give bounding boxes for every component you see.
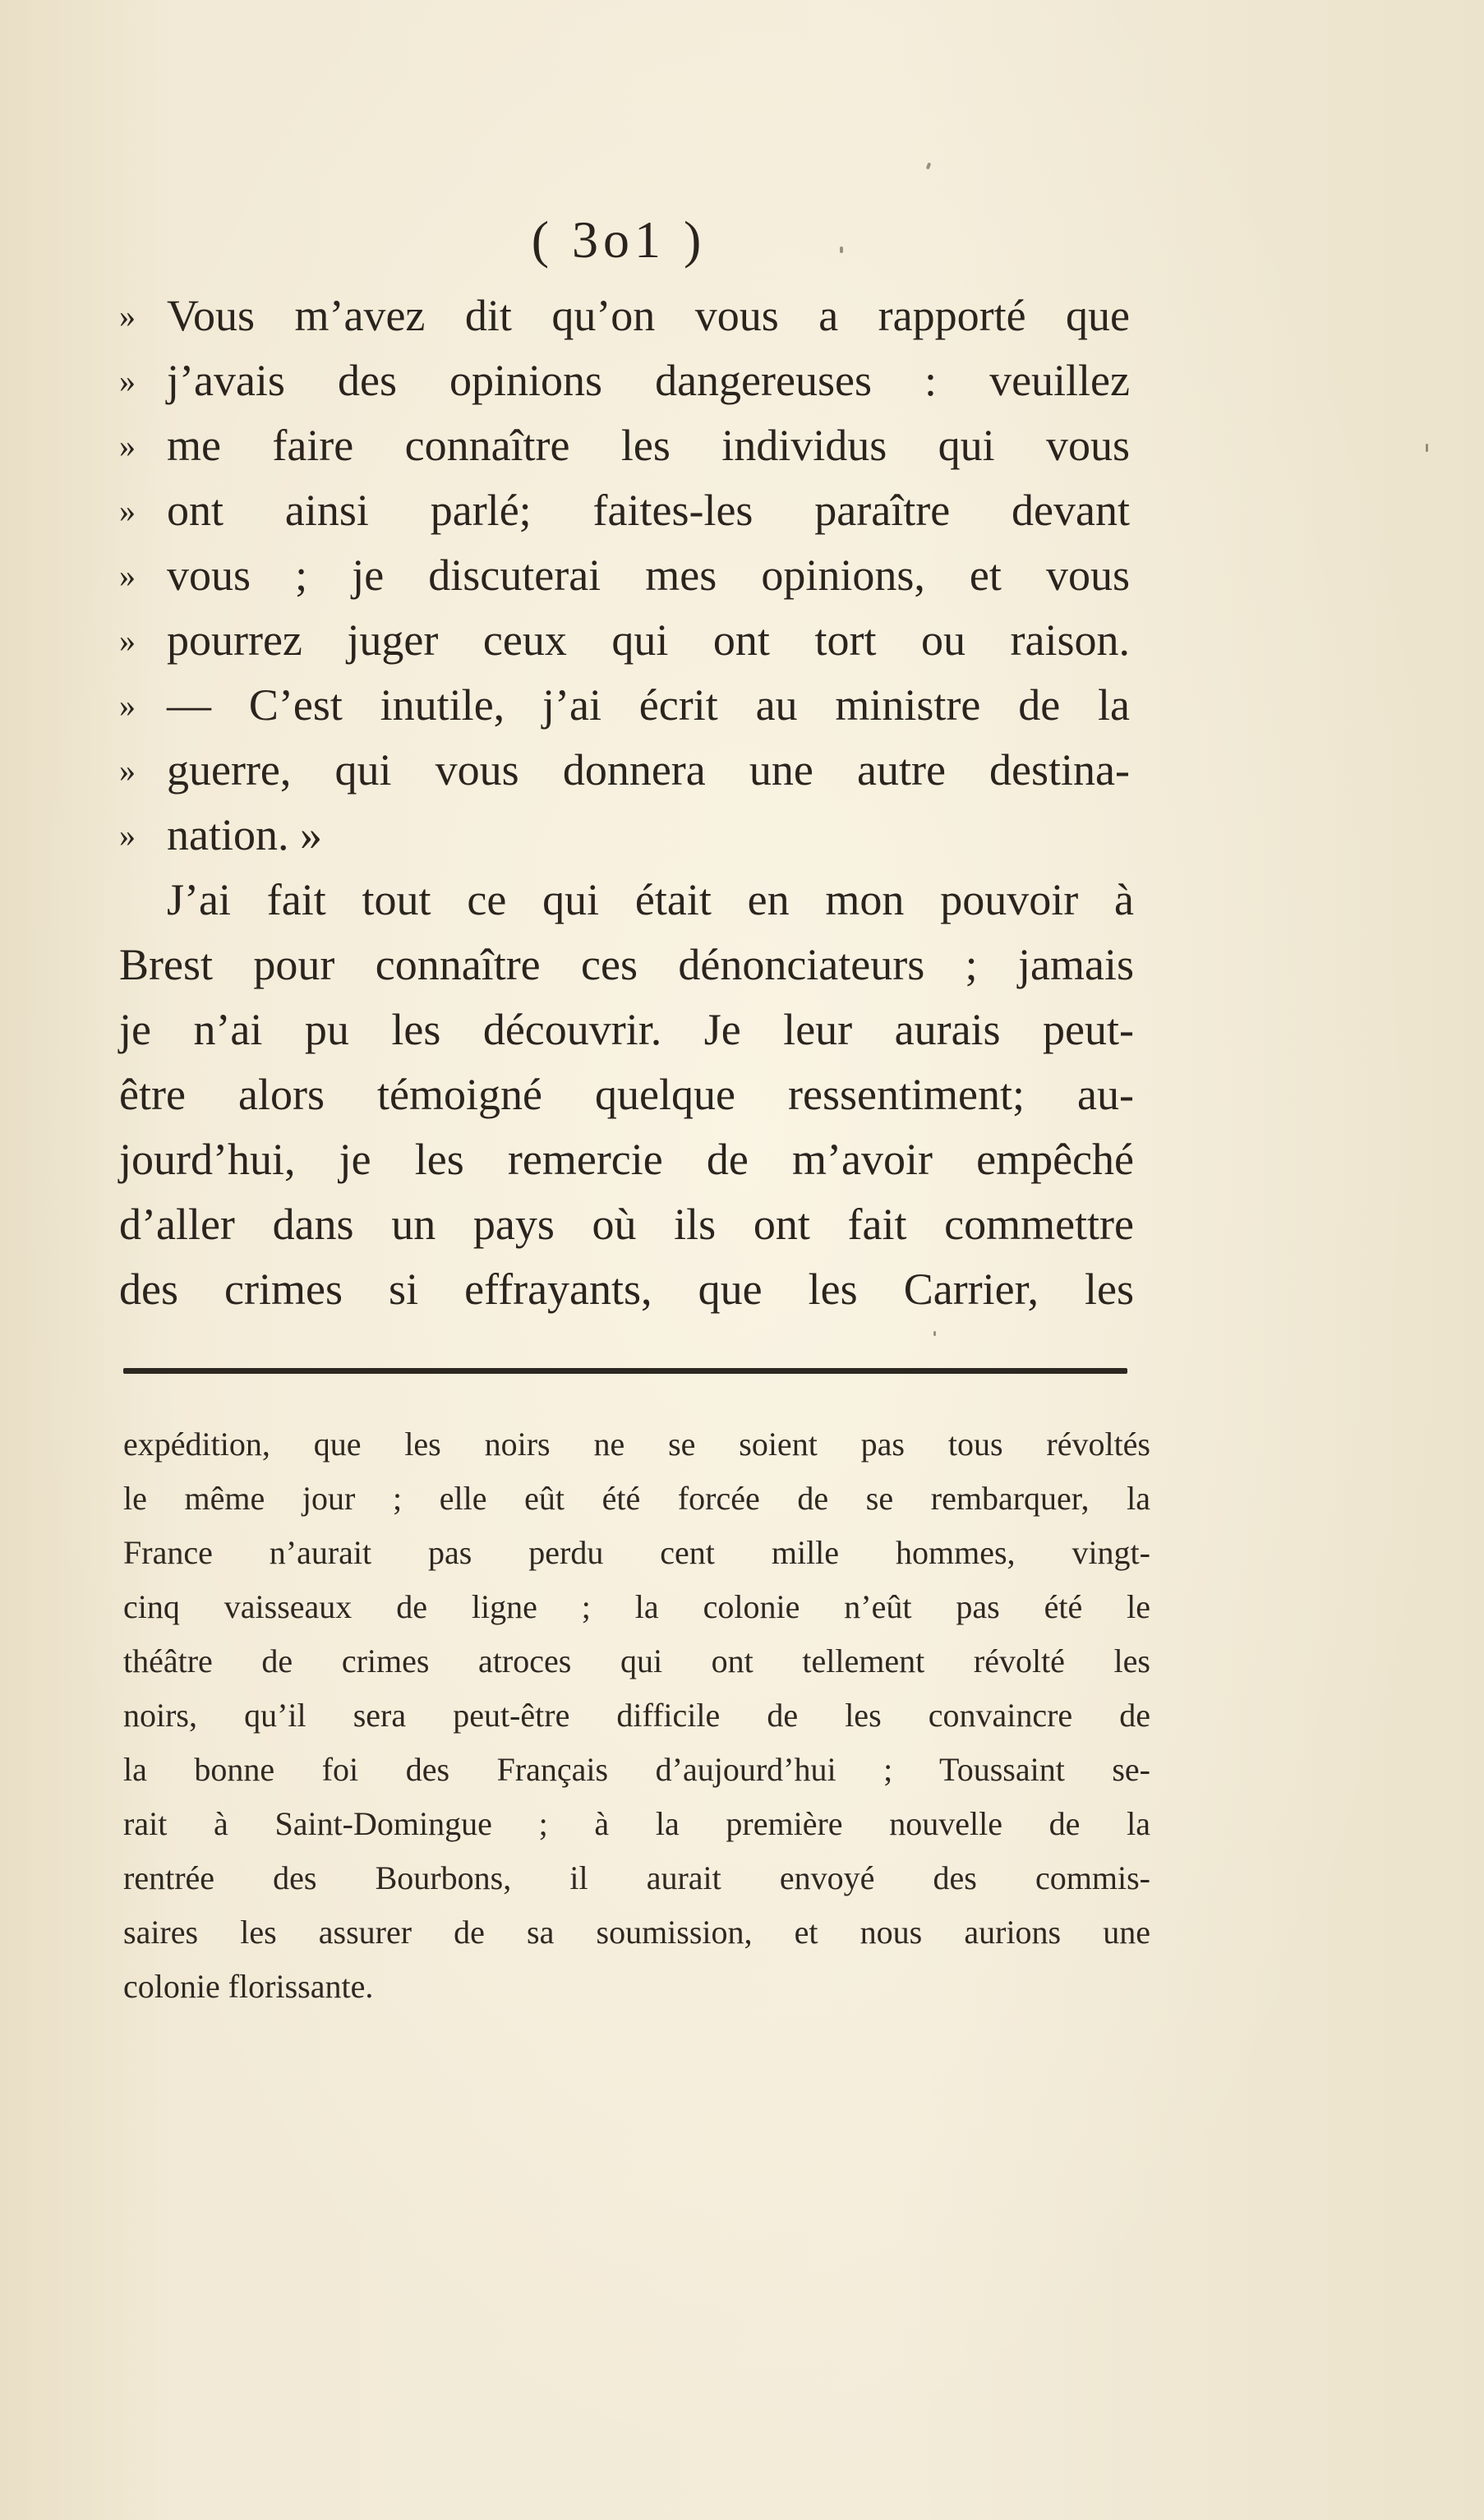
paper-speck — [840, 246, 843, 253]
quote-mark: » — [119, 557, 136, 594]
paper-speck — [933, 1331, 936, 1336]
line-text: être alors témoigné quelque ressentiment; au- — [119, 1070, 1134, 1119]
text-line — [119, 673, 1134, 738]
quote-mark: » — [119, 427, 136, 464]
main-text-block — [119, 283, 1134, 1322]
text-line — [119, 997, 1134, 1062]
quote-mark: » — [119, 687, 136, 724]
text-line — [119, 478, 1134, 543]
quote-mark: » — [119, 362, 136, 399]
line-text: me faire connaître les individus qui vous — [167, 421, 1130, 470]
text-line — [119, 738, 1134, 803]
text-line — [119, 543, 1134, 608]
quote-mark: » — [119, 297, 136, 334]
line-text: Vous m’avez dit qu’on vous a rapporté que — [167, 291, 1130, 340]
paper-speck — [926, 163, 931, 170]
footnote-block — [123, 1417, 1150, 2014]
footnote-line: cinq vaisseaux de ligne ; la colonie n’eût pas été le — [123, 1588, 1150, 1625]
text-line — [119, 868, 1134, 933]
line-text: guerre, qui vous donnera une autre destina- — [167, 745, 1130, 795]
line-text: Brest pour connaître ces dénonciateurs ; jamais — [119, 940, 1134, 989]
text-line — [119, 608, 1134, 673]
line-text: j’avais des opinions dangereuses : veuillez — [167, 356, 1130, 405]
text-line — [119, 803, 1134, 868]
line-text: nation. » — [167, 810, 322, 859]
text-line — [119, 1257, 1134, 1322]
text-line — [119, 348, 1134, 413]
line-text: vous ; je discuterai mes opinions, et vous — [167, 551, 1130, 600]
footnote-line: la bonne foi des Français d’aujourd’hui ; Toussaint se- — [123, 1751, 1150, 1788]
line-text: J’ai fait tout ce qui était en mon pouvoir à — [167, 875, 1134, 924]
line-text: ont ainsi parlé; faites-les paraître devant — [167, 486, 1130, 535]
footnote-divider — [123, 1368, 1127, 1374]
footnote-line: saires les assurer de sa soumission, et nous aurions une — [123, 1914, 1150, 1951]
paper-speck — [1426, 444, 1428, 452]
line-text: pourrez juger ceux qui ont tort ou raison. — [167, 615, 1130, 665]
footnote-line: colonie florissante. — [123, 1968, 374, 2005]
text-line — [119, 933, 1134, 997]
quote-mark: » — [119, 752, 136, 789]
footnote-line: expédition, que les noirs ne se soient pas tous révoltés — [123, 1426, 1150, 1463]
text-line — [119, 1192, 1134, 1257]
footnote-line: rait à Saint-Domingue ; à la première nouvelle de la — [123, 1805, 1150, 1842]
line-text: jourd’hui, je les remercie de m’avoir empêché — [119, 1135, 1134, 1184]
footnote-line: le même jour ; elle eût été forcée de se rembarquer, la — [123, 1480, 1150, 1517]
text-line — [119, 1127, 1134, 1192]
line-text: — C’est inutile, j’ai écrit au ministre de la — [167, 680, 1130, 730]
line-text: des crimes si effrayants, que les Carrier, les — [119, 1265, 1134, 1314]
footnote-line: rentrée des Bourbons, il aurait envoyé des commis- — [123, 1859, 1150, 1896]
text-line — [119, 283, 1134, 348]
line-text: je n’ai pu les découvrir. Je leur aurais peut- — [119, 1005, 1134, 1054]
footnote-line: noirs, qu’il sera peut-être difficile de les convaincre de — [123, 1697, 1150, 1734]
page-number: ( 3o1 ) — [531, 210, 707, 269]
quote-mark: » — [119, 622, 136, 659]
quote-mark: » — [119, 492, 136, 529]
quote-mark: » — [119, 817, 136, 854]
text-line — [119, 413, 1134, 478]
footnote-line: France n’aurait pas perdu cent mille hommes, vingt- — [123, 1534, 1150, 1571]
text-line — [119, 1062, 1134, 1127]
footnote-line: théâtre de crimes atroces qui ont tellement révolté les — [123, 1642, 1150, 1679]
line-text: d’aller dans un pays où ils ont fait commettre — [119, 1200, 1134, 1249]
